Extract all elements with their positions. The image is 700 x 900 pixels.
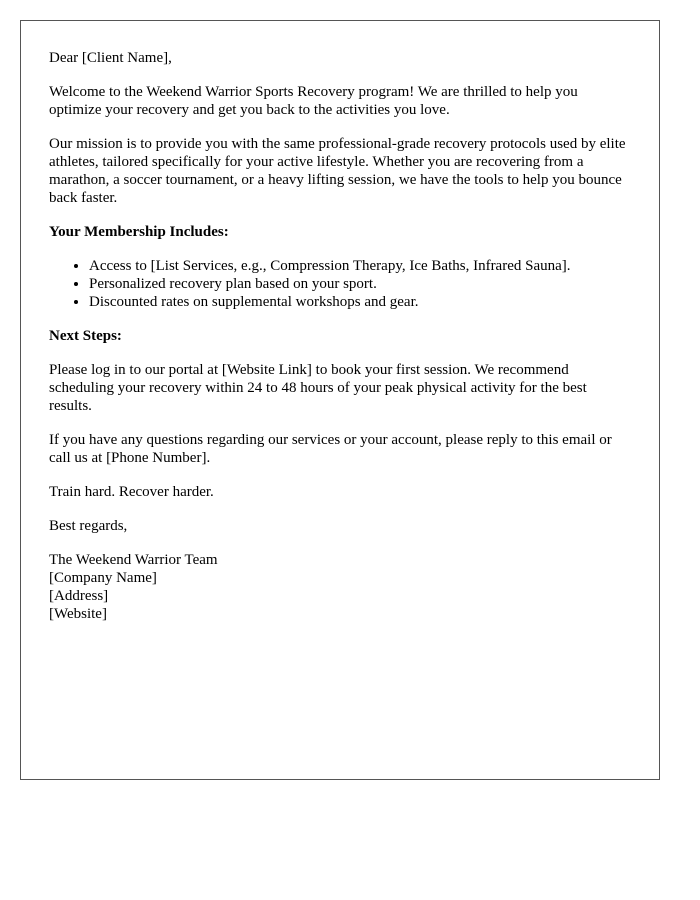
- motto-paragraph: Train hard. Recover harder.: [49, 484, 214, 500]
- membership-heading: Your Membership Includes:: [49, 224, 229, 240]
- list-item: • Personalized recovery plan based on your sport.: [89, 275, 631, 293]
- signature-address: [Address]: [49, 588, 109, 604]
- list-item: • Discounted rates on supplemental workshops and gear.: [89, 293, 631, 311]
- next-steps-heading: Next Steps:: [49, 328, 122, 344]
- mission-paragraph: Our mission is to provide you with the same professional-grade recovery protocols used by elite athletes, tailored specifically for your active lifestyle. Whether you are recovering from a marathon, a soccer tournament, or a heavy lifting session, we have the tools to help you bounce back faster.: [49, 136, 626, 206]
- list-item: • Access to [List Services, e.g., Compression Therapy, Ice Baths, Infrared Sauna].: [89, 257, 631, 275]
- signature-team: The Weekend Warrior Team: [49, 552, 218, 568]
- welcome-paragraph: Welcome to the Weekend Warrior Sports Recovery program! We are thrilled to help you optimize your recovery and get you back to the activities you love.: [49, 84, 578, 118]
- signature-company: [Company Name]: [49, 570, 157, 586]
- contact-paragraph: If you have any questions regarding our services or your account, please reply to this email or call us at [Phone Number].: [49, 432, 612, 466]
- letter-document: [20, 20, 660, 780]
- salutation: Dear [Client Name],: [49, 50, 172, 66]
- benefits-list: [49, 257, 631, 311]
- closing: Best regards,: [49, 518, 128, 534]
- booking-paragraph: Please log in to our portal at [Website Link] to book your first session. We recommend scheduling your recovery within 24 to 48 hours of your peak physical activity for the best results.: [49, 362, 587, 414]
- signature-block: [49, 551, 631, 623]
- signature-website: [Website]: [49, 606, 107, 622]
